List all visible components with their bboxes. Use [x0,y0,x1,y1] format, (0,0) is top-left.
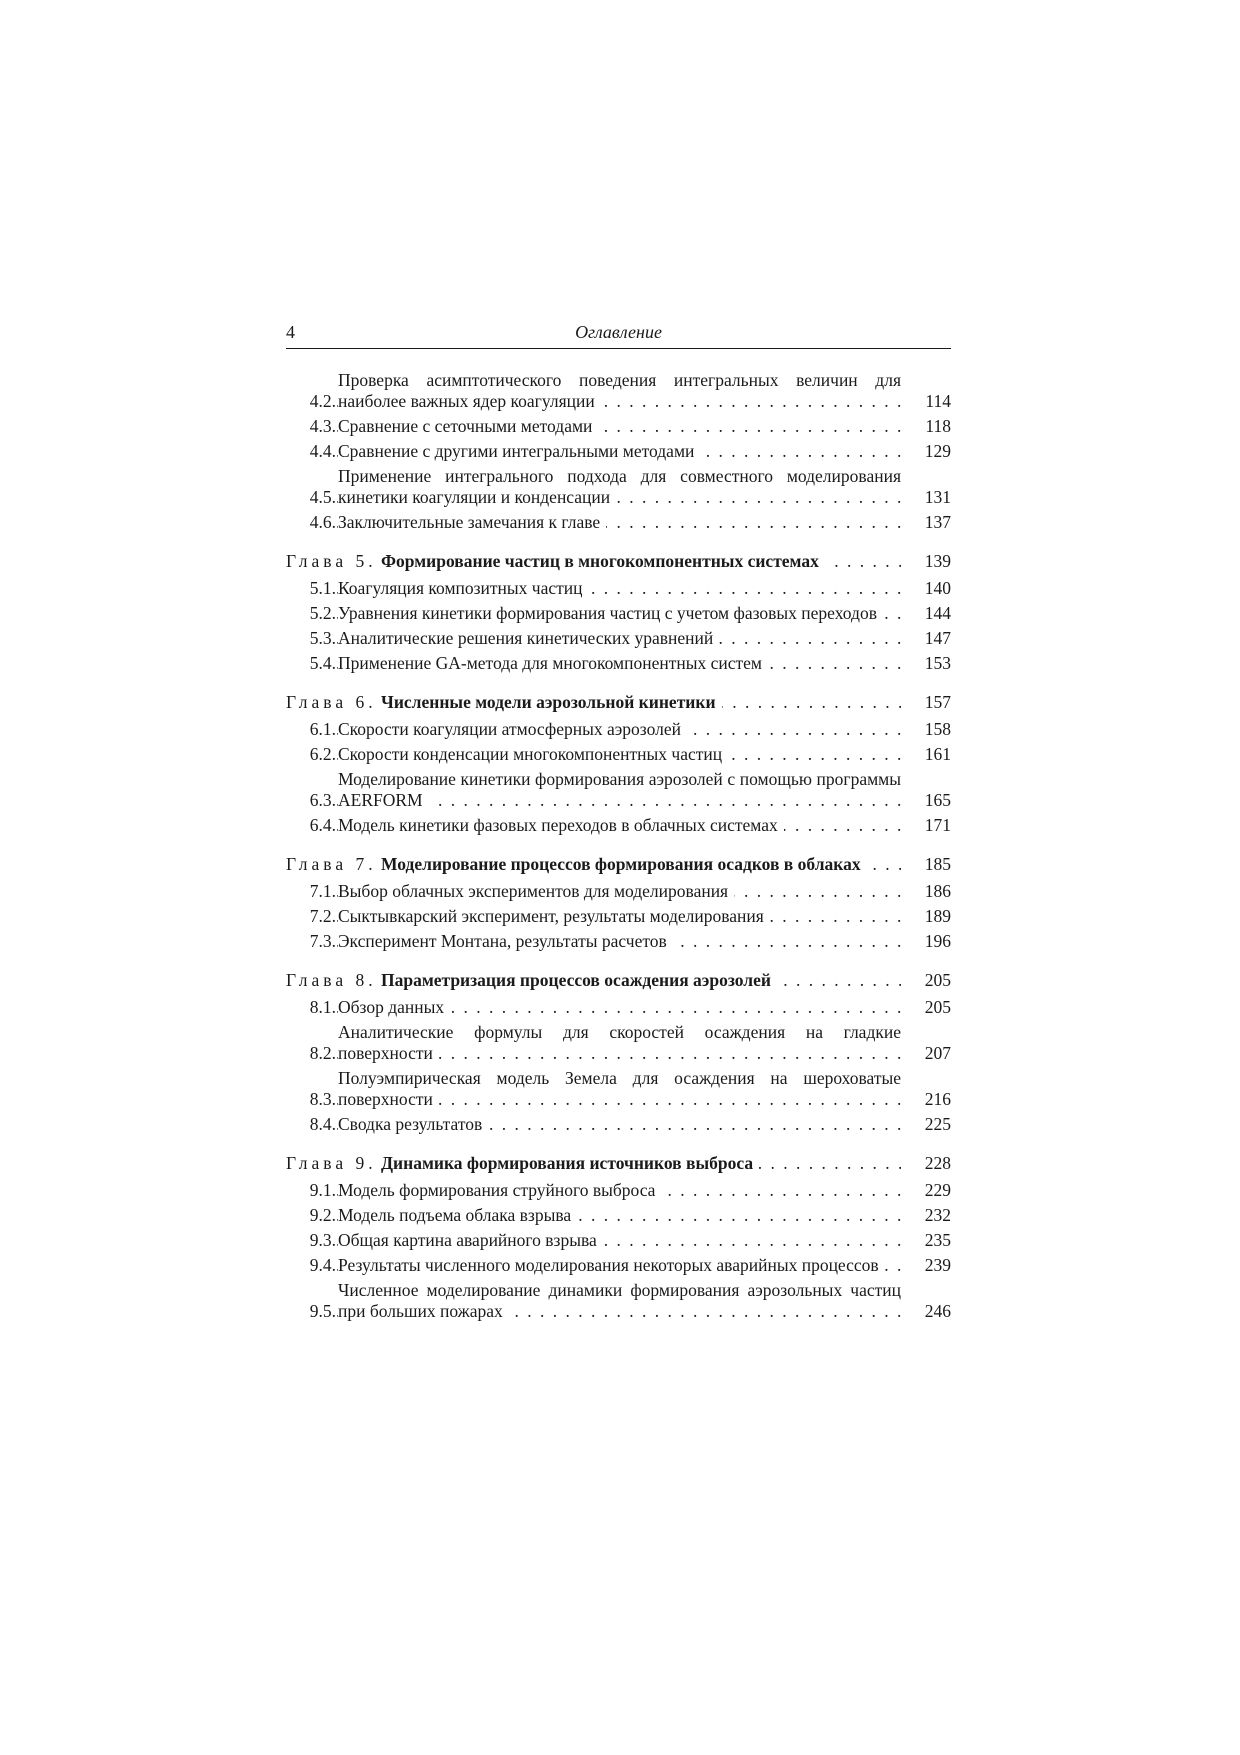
toc-entry [286,603,951,624]
section-page-number: 140 [924,578,951,598]
chapter-heading-body [286,1153,901,1174]
section-number: 5.1. [309,578,336,598]
section-body [336,997,901,1018]
section-page-number: 186 [924,881,951,901]
section-body [336,1180,901,1201]
page-header [286,322,951,349]
section-page-number: 229 [924,1180,951,1200]
toc-entry [286,1280,951,1322]
section-number: 8.3. [309,1089,336,1109]
section-page-number: 196 [924,931,951,951]
section-page-number: 147 [924,628,951,648]
section-title: Модель подъема облака взрыва [338,1205,577,1225]
section-page-number: 207 [924,1043,951,1063]
section-number: 4.6. [309,512,336,532]
chapter-heading [286,970,951,991]
section-body [336,628,901,649]
section-page-number: 153 [924,653,951,673]
section-number: 9.5. [309,1301,336,1321]
chapter-heading-text [286,1153,759,1173]
section-body [336,1205,901,1226]
section-number: 4.2. [309,391,336,411]
section-title: Скорости конденсации многокомпонентных частиц [338,744,728,764]
section-title: Сыктывкарский эксперимент, результаты моделирования [338,906,770,926]
toc-entry [286,1114,951,1135]
section-title: Сводка результатов [338,1114,488,1134]
toc-chapter [286,854,951,952]
chapter-heading-body [286,854,901,875]
section-title: Модель формирования струйного выброса [338,1180,661,1200]
section-body [336,744,901,765]
section-body [336,1255,901,1276]
section-body [336,466,901,508]
section-body [336,906,901,927]
section-body [336,416,901,437]
toc-entry [286,1180,951,1201]
section-page-number: 225 [924,1114,951,1134]
section-page-number: 235 [924,1230,951,1250]
section-page-number: 239 [924,1255,951,1275]
section-number: 4.5. [309,487,336,507]
chapter-heading-text [286,551,825,571]
chapter-heading-body [286,970,901,991]
section-title: Применение интегрального подхода для совместного моделирования кинетики коагуляции и конденсации [338,466,901,507]
section-page-number: 246 [924,1301,951,1321]
section-number: 8.1. [309,997,336,1017]
section-page-number: 158 [924,719,951,739]
chapter-heading [286,854,951,875]
chapter-heading-body [286,692,901,713]
chapter-label: Глава 9. [286,1153,377,1173]
toc-entry [286,719,951,740]
chapter-title: Численные модели аэрозольной кинетики [380,692,716,712]
section-page-number: 114 [925,391,951,411]
section-number: 5.2. [309,603,336,623]
toc-entry [286,1022,951,1064]
section-body [336,769,901,811]
section-body [336,1230,901,1251]
section-number: 4.4. [309,441,336,461]
toc-entry [286,1255,951,1276]
section-body [336,881,901,902]
chapter-title: Моделирование процессов формирования осадков в облаках [380,854,861,874]
page-number: 4 [286,322,295,342]
section-title: Моделирование кинетики формирования аэрозолей с помощью программы AERFORM [338,769,901,810]
chapter-label: Глава 6. [286,692,377,712]
toc-entry [286,1205,951,1226]
section-title: Проверка асимптотического поведения интегральных величин для наиболее важных ядер коагуляции [338,370,901,411]
section-title: Обзор данных [338,997,450,1017]
section-number: 7.1. [309,881,336,901]
chapter-heading-body [286,551,901,572]
section-body [336,653,901,674]
section-number: 9.3. [309,1230,336,1250]
section-number: 6.4. [309,815,336,835]
section-body [336,1280,901,1322]
section-body [336,512,901,533]
section-body [336,578,901,599]
chapter-heading [286,1153,951,1174]
section-page-number: 131 [924,487,951,507]
toc-section-group [286,370,951,533]
chapter-label: Глава 5. [286,551,377,571]
section-body [336,603,901,624]
section-title: Аналитические решения кинетических уравнений [338,628,719,648]
toc-entry [286,1230,951,1251]
section-body [336,719,901,740]
toc-entry [286,997,951,1018]
section-title: Аналитические формулы для скоростей осаждения на гладкие поверхности [338,1022,901,1063]
toc-entry [286,931,951,952]
section-number: 9.2. [309,1205,336,1225]
chapter-title: Формирование частиц в многокомпонентных системах [380,551,819,571]
section-number: 8.2. [309,1043,336,1063]
section-title: Скорости коагуляции атмосферных аэрозолей [338,719,687,739]
section-title: Сравнение с сеточными методами [338,416,598,436]
toc-entry [286,906,951,927]
section-body [336,815,901,836]
section-number: 5.3. [309,628,336,648]
section-title: Уравнения кинетики формирования частиц с учетом фазовых переходов [338,603,883,623]
chapter-page-number: 157 [924,692,951,712]
section-page-number: 205 [924,997,951,1017]
toc-entry [286,744,951,765]
section-page-number: 137 [924,512,951,532]
toc-chapter [286,970,951,1135]
toc-entry [286,441,951,462]
chapter-label: Глава 8. [286,970,377,990]
chapter-heading-text [286,854,867,874]
section-title: Численное моделирование динамики формирования аэрозольных частиц при больших пожарах [338,1280,901,1321]
section-title: Полуэмпирическая модель Земела для осаждения на шероховатые поверхности [338,1068,901,1109]
section-title: Результаты численного моделирования некоторых аварийных процессов [338,1255,885,1275]
chapter-page-number: 185 [924,854,951,874]
section-body [336,931,901,952]
section-number: 5.4. [309,653,336,673]
section-page-number: 189 [924,906,951,926]
toc-chapter [286,692,951,836]
toc-entry [286,653,951,674]
toc-entry [286,881,951,902]
toc-entry [286,370,951,412]
chapter-page-number: 228 [924,1153,951,1173]
section-number: 6.2. [309,744,336,764]
section-number: 7.2. [309,906,336,926]
toc-entry [286,1068,951,1110]
section-number: 7.3. [309,931,336,951]
section-title: Заключительные замечания к главе [338,512,606,532]
section-title: Выбор облачных экспериментов для моделирования [338,881,734,901]
chapter-title: Параметризация процессов осаждения аэрозолей [380,970,771,990]
section-page-number: 232 [924,1205,951,1225]
section-title: Применение GA-метода для многокомпонентных систем [338,653,768,673]
section-number: 9.4. [309,1255,336,1275]
section-body [336,1068,901,1110]
toc-entry [286,628,951,649]
section-page-number: 171 [924,815,951,835]
section-number: 8.4. [309,1114,336,1134]
section-title: Общая картина аварийного взрыва [338,1230,603,1250]
section-title: Коагуляция композитных частиц [338,578,589,598]
chapter-heading-text [286,970,777,990]
chapter-page-number: 139 [924,551,951,571]
chapter-page-number: 205 [924,970,951,990]
toc-entry [286,466,951,508]
section-page-number: 129 [924,441,951,461]
section-body [336,370,901,412]
section-page-number: 216 [924,1089,951,1109]
toc-entry [286,769,951,811]
section-body [336,1114,901,1135]
section-number: 6.1. [309,719,336,739]
chapter-heading [286,692,951,713]
section-page-number: 118 [925,416,951,436]
chapter-title: Динамика формирования источников выброса [380,1153,754,1173]
chapter-heading [286,551,951,572]
section-page-number: 165 [924,790,951,810]
section-title: Модель кинетики фазовых переходов в облачных системах [338,815,784,835]
toc-entry [286,815,951,836]
table-of-contents [286,370,951,1340]
section-number: 6.3. [309,790,336,810]
section-number: 4.3. [309,416,336,436]
section-body [336,1022,901,1064]
chapter-label: Глава 7. [286,854,377,874]
section-number: 9.1. [309,1180,336,1200]
section-title: Сравнение с другими интегральными методами [338,441,700,461]
toc-chapter [286,551,951,674]
toc-entry [286,578,951,599]
toc-entry [286,416,951,437]
section-page-number: 161 [924,744,951,764]
toc-chapter [286,1153,951,1322]
section-page-number: 144 [924,603,951,623]
section-body [336,441,901,462]
toc-entry [286,512,951,533]
section-title: Эксперимент Монтана, результаты расчетов [338,931,673,951]
chapter-heading-text [286,692,722,712]
running-title: Оглавление [575,322,662,342]
